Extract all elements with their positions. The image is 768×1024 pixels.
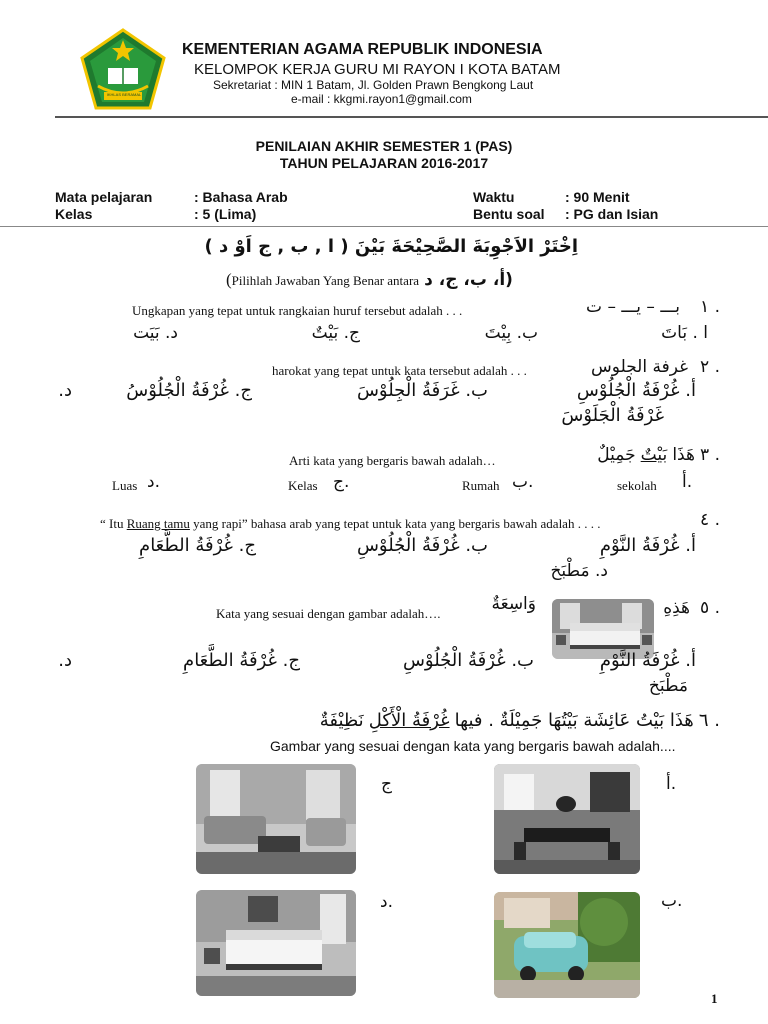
class-value: : 5 (Lima) — [194, 206, 257, 222]
q1-text: Ungkapan yang tepat untuk rangkaian huruf tersebut adalah . . . — [132, 303, 463, 318]
ministry-logo — [78, 28, 168, 112]
time-value: : 90 Menit — [565, 189, 630, 205]
page-number: 1 — [711, 991, 718, 1006]
q3-letter-d: د. — [147, 472, 160, 492]
instruction-letters: (أ، ب، ج، د — [424, 270, 513, 290]
q3-option-a: sekolah — [617, 478, 657, 493]
q4-underlined-phrase: Ruang tamu — [126, 516, 190, 531]
q2-option-d-text: غَرْفَةُ الْجَلَوْسَ — [561, 405, 664, 426]
time-label: Waktu — [473, 189, 515, 205]
ministry-title: KEMENTERIAN AGAMA REPUBLIK INDONESIA — [182, 41, 543, 58]
q4-text — [100, 516, 600, 532]
instruction-latin-line: (Pilihlah Jawaban Yang Benar antara (أ، ب، ج، د — [226, 270, 513, 290]
q6-question — [320, 710, 720, 731]
q2-option-c: ج. غُرْفَةُ الْجُلُوْسُ — [126, 380, 252, 401]
q6-dining-room-image — [494, 764, 640, 874]
q2-prompt: غرفة الجلوس — [591, 357, 688, 377]
q4-text-prefix: “ Itu — [100, 516, 127, 531]
q5-number: ٥ . — [700, 598, 720, 618]
q5-option-b: ب. غُرْفَةُ الْجُلُوْسِ — [402, 650, 534, 671]
q3-option-b: Rumah — [462, 478, 500, 493]
group-title: KELOMPOK KERJA GURU MI RAYON I KOTA BATAM — [194, 61, 561, 78]
q5-arabic-end: وَاسِعَةٌ — [491, 594, 536, 614]
form-value: : PG dan Isian — [565, 206, 659, 222]
q4-option-b: ب. غُرْفَةُ الْجُلُوْسِ — [356, 535, 488, 556]
q3-suffix: جَمِيْلٌ — [597, 445, 636, 465]
q2-text: harokat yang tepat untuk kata tersebut adalah . . . — [272, 363, 527, 378]
q3-option-c: Kelas — [288, 478, 318, 493]
q3-prefix: هَذَا — [672, 445, 695, 465]
q2-option-a: أ. غُرْفَةُ الْجُلُوْسِ — [576, 380, 696, 401]
q3-letter-b: ب. — [512, 472, 534, 492]
q1-option-d: د. بَيَت — [133, 323, 178, 343]
q2-option-d: د. — [58, 380, 72, 401]
info-divider — [0, 226, 768, 227]
q4-option-a: أ. غُرْفَةُ النَّوْمِ — [599, 535, 696, 556]
q3-option-d: Luas — [112, 478, 138, 493]
q6-underlined-phrase: غُرْفَةُ الْأَكْلِ — [368, 710, 450, 731]
q5-option-a: أ. غُرْفَةُ النَّوْمِ — [599, 650, 696, 671]
q5-option-d: د. — [58, 650, 72, 671]
class-label: Kelas — [55, 206, 93, 222]
subject-label: Mata pelajaran — [55, 189, 153, 205]
q2-number: ٢ . — [700, 357, 720, 377]
q3-text: Arti kata yang bergaris bawah adalah… — [289, 453, 496, 468]
q2-option-b: ب. غَرَفَةُ الْجِلُوْسَ — [356, 380, 488, 401]
subject-value: : Bahasa Arab — [194, 189, 288, 205]
exam-year: TAHUN PELAJARAN 2016-2017 — [279, 155, 489, 171]
q4-option-c: ج. غُرْفَةُ الطَّعَامِ — [139, 535, 256, 556]
exam-title: PENILAIAN AKHIR SEMESTER 1 (PAS) — [255, 138, 513, 154]
q6-letter-c: ج — [381, 774, 392, 794]
q6-part1: هَذَا بَيْتُ عَائِشَة بَيْتُهَا جَمِيْلَةٌ . فيها — [454, 710, 694, 731]
q5-option-d-text: مَطْبَخ — [648, 676, 688, 696]
form-label: Bentu soal — [473, 206, 545, 222]
q1-prompt: بـــ – يـــ – ت — [586, 297, 680, 317]
q4-text-suffix: yang rapi” bahasa arab yang tepat untuk kata yang bergaris bawah adalah . . . . — [189, 516, 601, 531]
secretariat-address: Sekretariat : MIN 1 Batam, Jl. Golden Prawn Bengkong Laut — [213, 78, 534, 92]
q5-arabic-start: هَذِهِ — [663, 598, 690, 618]
q4-number: ٤ . — [700, 510, 720, 530]
q3-question — [597, 445, 720, 465]
q1-option-c: ج. بَيْتٌ — [311, 323, 360, 343]
email-address: e-mail : kkgmi.rayon1@gmail.com — [291, 92, 472, 106]
q6-number: ٦ . — [698, 710, 720, 731]
q6-letter-d: د. — [380, 892, 393, 912]
q3-underlined-word: بَيْتٌ — [640, 445, 668, 465]
logo-motto: IKHLAS BERAMAL — [106, 92, 142, 97]
header-divider — [55, 116, 768, 118]
q3-letter-a: أ. — [682, 472, 693, 492]
q6-letter-a: أ. — [666, 774, 677, 794]
instruction-latin: Pilihlah Jawaban Yang Benar antara — [231, 273, 420, 288]
q6-living-room-image — [196, 764, 356, 874]
q5-text: Kata yang sesuai dengan gambar adalah…. — [216, 606, 441, 621]
q1-option-a: ا . بَاتَ — [661, 323, 708, 343]
q5-option-c: ج. غُرْفَةُ الطَّعَامِ — [183, 650, 300, 671]
q6-garage-car-image — [494, 892, 640, 998]
instruction-arabic: اِخْتَرْ الاَجْوِبَةَ الصَّحِيْحَةَ بَيْنَ ( ا , ب , ج اَوْ د ) — [204, 236, 578, 257]
q6-text: Gambar yang sesuai dengan kata yang bergaris bawah adalah.... — [270, 738, 676, 754]
q6-bedroom-image — [196, 890, 356, 996]
q1-number: ١ . — [700, 297, 720, 317]
q3-letter-c: ج. — [333, 472, 350, 492]
q4-option-d: د. مَطْبَخ — [550, 561, 608, 581]
q3-number: ٣ . — [700, 445, 720, 465]
q6-part2: نَظِيْفَةٌ — [319, 710, 364, 731]
q6-letter-b: ب. — [661, 891, 683, 911]
q1-option-b: ب. بِيْتَ — [484, 323, 538, 343]
